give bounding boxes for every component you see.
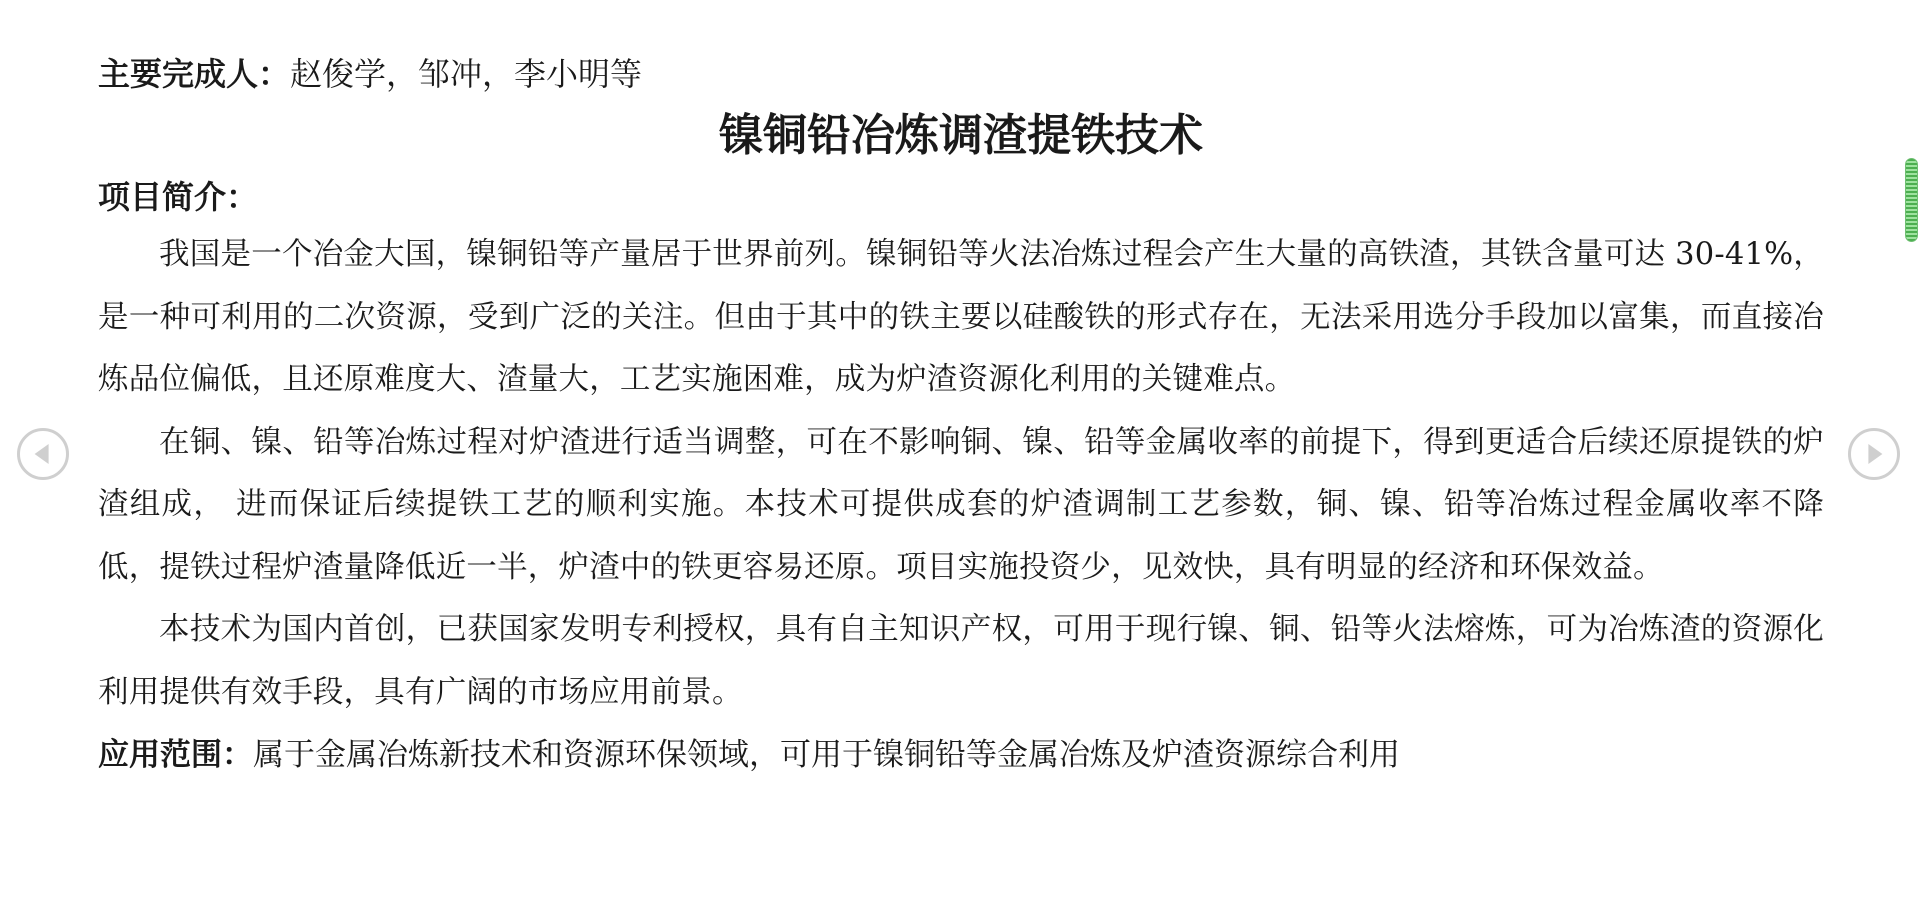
document-title: 镍铜铅冶炼调渣提铁技术 <box>719 110 1203 161</box>
document-page <box>98 50 1824 784</box>
scope-value: 属于金属冶炼新技术和资源环保领域，可用于镍铜铅等金属冶炼及炉渣资源综合利用 <box>253 737 1400 773</box>
scrollbar-thumb[interactable] <box>1905 158 1918 242</box>
authors-line <box>98 50 1824 98</box>
intro-paragraph-2: 在铜、镍、铅等冶炼过程对炉渣进行适当调整，可在不影响铜、镍、铅等金属收率的前提下，得到更适合后续还原提铁的炉渣组成， 进而保证后续提铁工艺的顺利实施。本技术可提供成套的炉渣调制工艺参数，铜、镍、铅等冶炼过程金属收率不降低，提铁过程炉渣量降低近一半，炉渣中的铁更容易还原。项目实施投资少，见效快，具有明显的经济和环保效益。 <box>98 424 1824 585</box>
next-page-button[interactable] <box>1848 428 1900 480</box>
intro-paragraph-3: 本技术为国内首创，已获国家发明专利授权，具有自主知识产权，可用于现行镍、铜、铅等火法熔炼，可为冶炼渣的资源化利用提供有效手段，具有广阔的市场应用前景。 <box>98 612 1824 710</box>
authors-value: 赵俊学，邹冲，李小明等 <box>290 55 643 93</box>
intro-paragraph-1: 我国是一个冶金大国，镍铜铅等产量居于世界前列。镍铜铅等火法冶炼过程会产生大量的高铁渣，其铁含量可达 30-41%，是一种可利用的二次资源，受到广泛的关注。但由于其中的铁主要以硅酸铁的形式存在，无法采用选分手段加以富集，而直接冶炼品位偏低，且还原难度大、渣量大，工艺实施困难，成为炉渣资源化利用的关键难点。 <box>98 237 1824 397</box>
previous-page-button[interactable] <box>17 428 69 480</box>
chevron-left-icon <box>35 444 49 464</box>
scope-line <box>98 726 1824 784</box>
scope-label: 应用范围： <box>98 737 253 773</box>
authors-label: 主要完成人： <box>98 55 291 93</box>
intro-label: 项目简介： <box>98 178 259 216</box>
chevron-right-icon <box>1868 444 1882 464</box>
